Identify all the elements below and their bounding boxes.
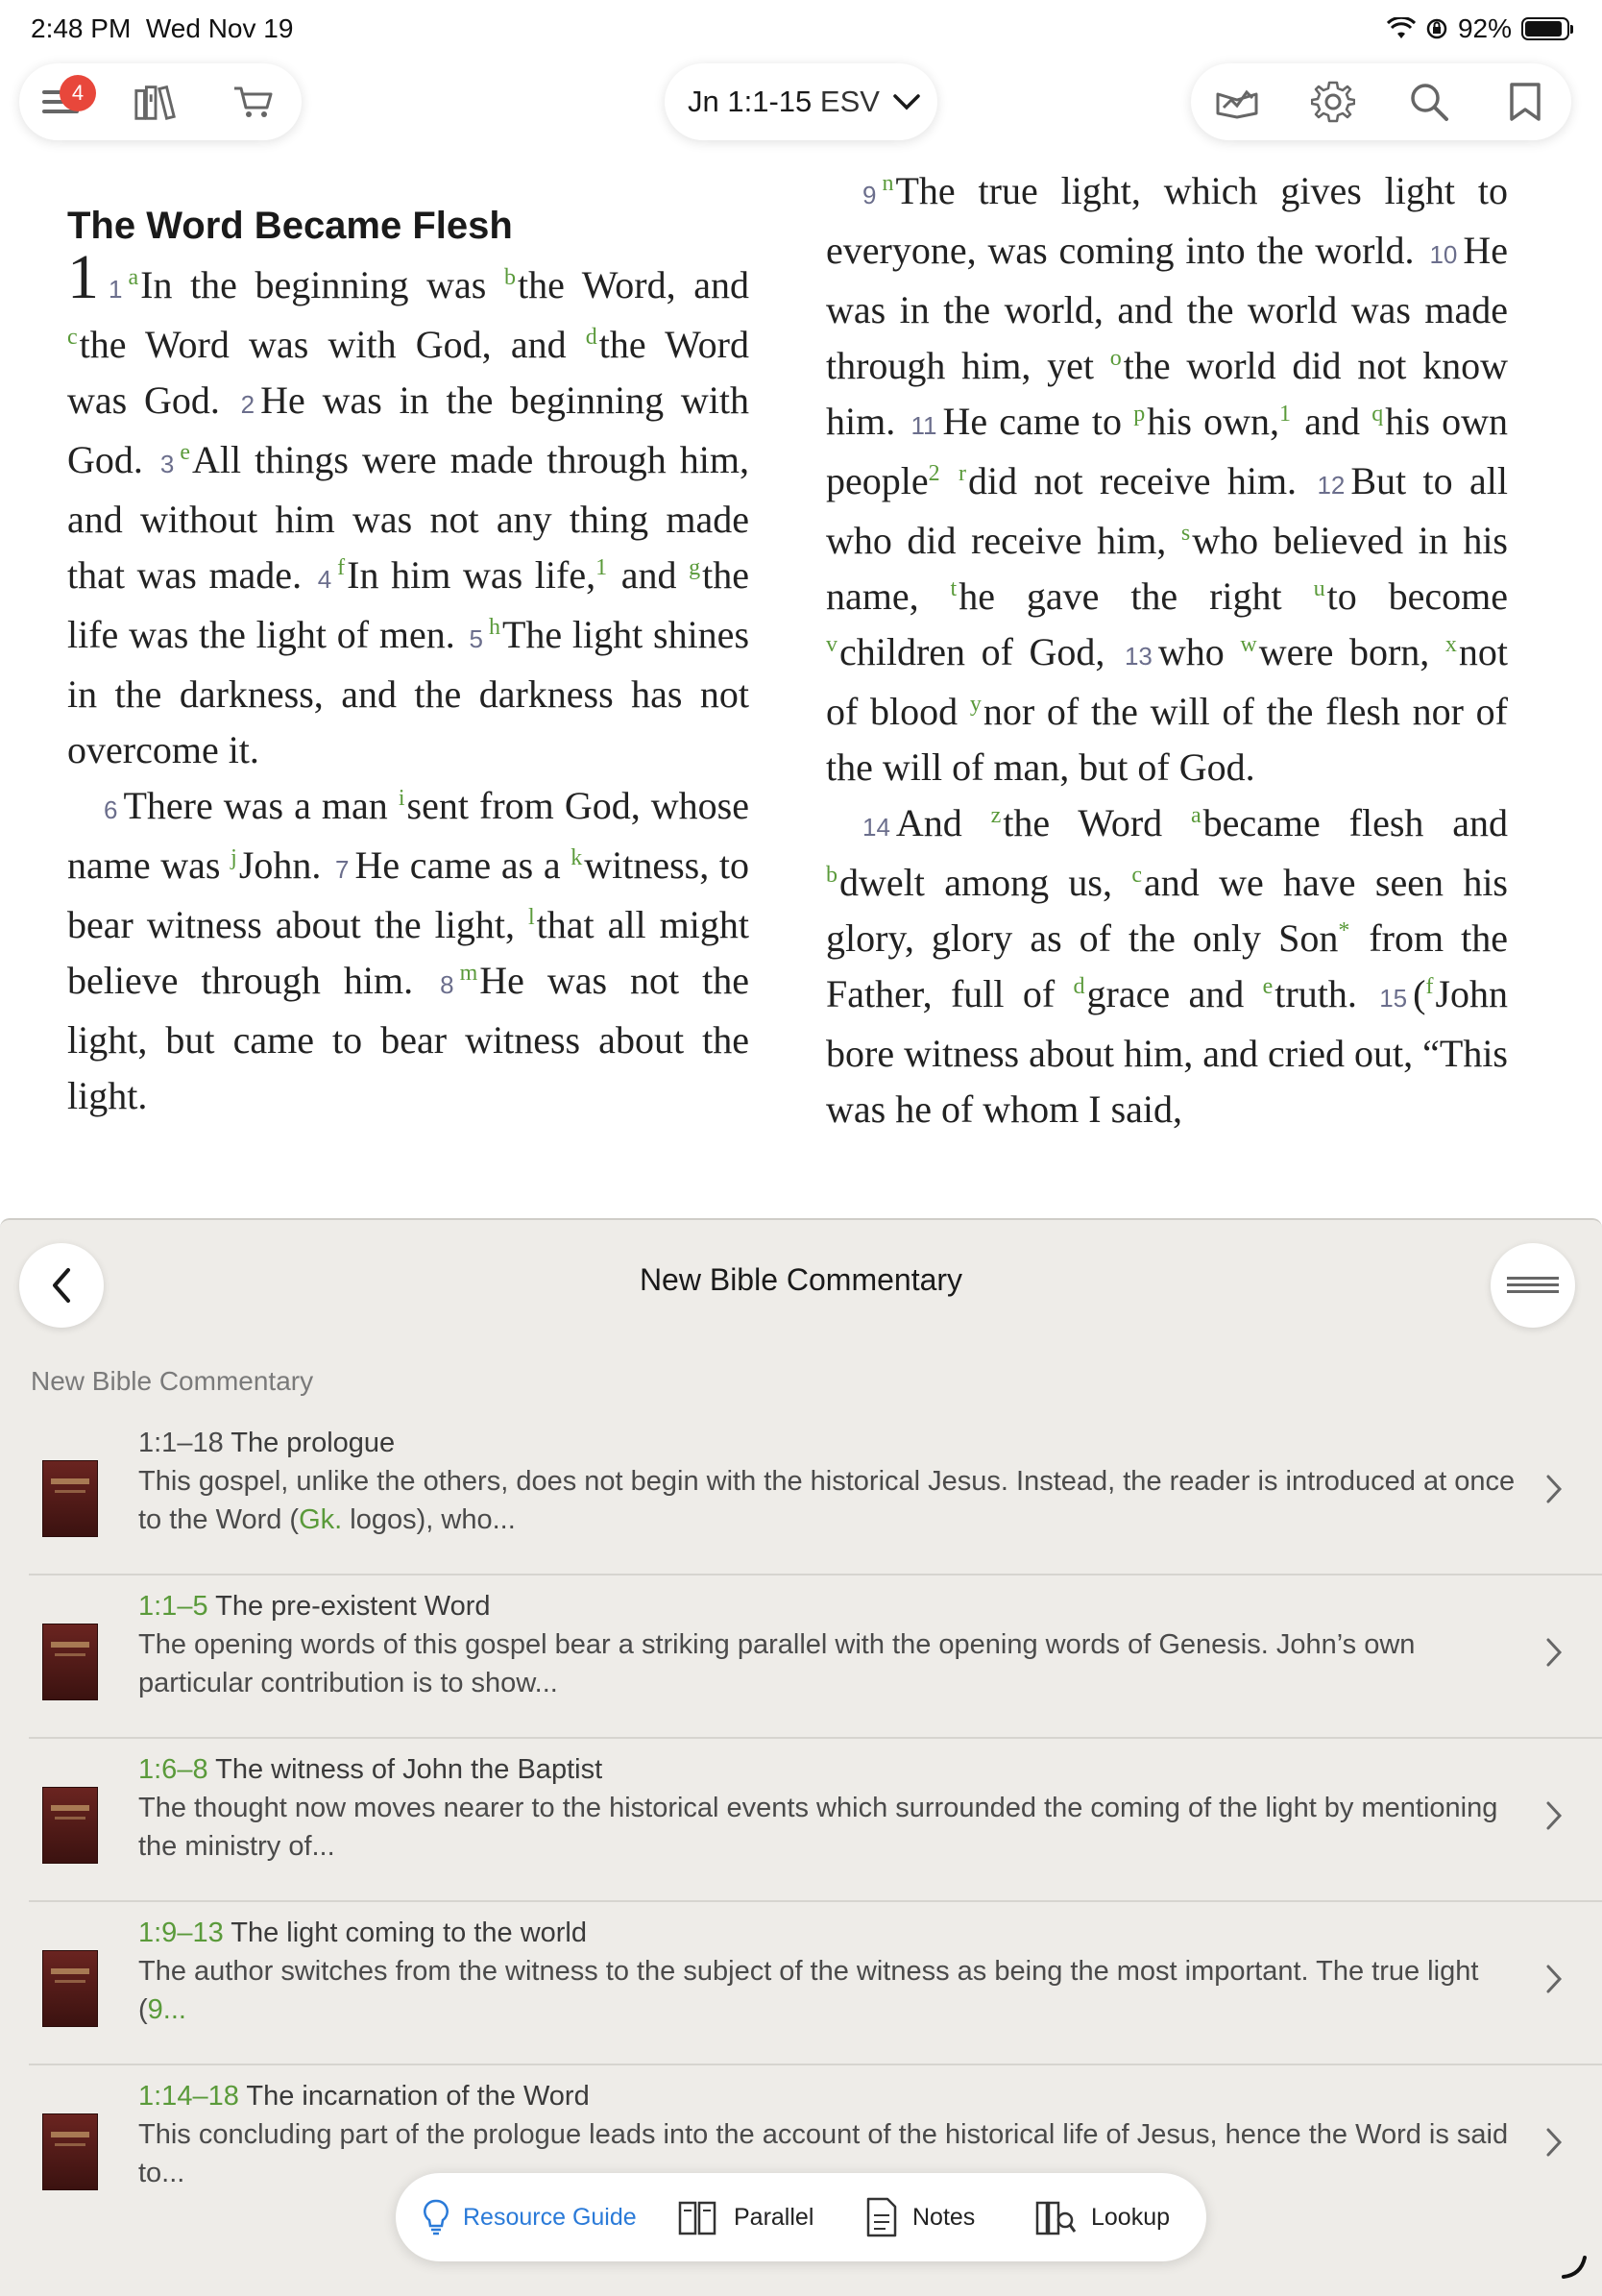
commentary-item[interactable] bbox=[29, 1902, 1602, 2065]
footnote-marker[interactable]: 1 bbox=[1279, 401, 1292, 427]
commentary-ref[interactable]: 1:14–18 bbox=[138, 2081, 239, 2112]
footnote-marker[interactable]: z bbox=[990, 802, 1002, 828]
footnote-marker[interactable]: b bbox=[503, 264, 516, 290]
book-cover-thumbnail bbox=[42, 1460, 98, 1537]
lightbulb-icon bbox=[423, 2198, 449, 2236]
library-button[interactable] bbox=[133, 79, 179, 125]
settings-button[interactable] bbox=[1310, 79, 1356, 125]
footnote-marker[interactable]: y bbox=[969, 691, 982, 717]
footnote-marker[interactable]: 1 bbox=[595, 554, 608, 580]
reference-version: ESV bbox=[819, 85, 880, 118]
verse-number[interactable]: 14 bbox=[862, 813, 890, 842]
footnote-marker[interactable]: d bbox=[1073, 973, 1085, 999]
verse-number[interactable]: 13 bbox=[1124, 642, 1153, 671]
cart-icon bbox=[232, 83, 275, 121]
footnote-marker[interactable]: r bbox=[959, 460, 967, 486]
commentary-item-text bbox=[138, 1750, 1521, 1866]
commentary-title: The prologue bbox=[231, 1428, 396, 1458]
verse-text: He was in the beginning with God. bbox=[67, 379, 750, 481]
orientation-lock-icon bbox=[1425, 17, 1448, 40]
verse-text: He came to bbox=[942, 400, 1134, 443]
reference-label bbox=[688, 85, 921, 119]
verse-number[interactable]: 12 bbox=[1317, 471, 1346, 500]
verse-text: and we have seen his glory, glory as of the only Son bbox=[826, 861, 1508, 960]
footnote-marker[interactable]: k bbox=[570, 844, 583, 870]
paragraph-3 bbox=[826, 163, 1508, 795]
verse-text bbox=[942, 459, 959, 502]
excerpt-text: The author switches from the witness to the subject of the witness as being the most important. The true light ( bbox=[138, 1956, 1479, 2025]
verse-number[interactable]: 11 bbox=[910, 411, 937, 440]
verse-text: truth. bbox=[1274, 972, 1376, 1015]
tab-label: Notes bbox=[912, 2203, 976, 2231]
search-button[interactable] bbox=[1406, 79, 1452, 125]
commentary-item[interactable] bbox=[29, 1412, 1602, 1575]
tab-label: Parallel bbox=[734, 2203, 814, 2231]
visual-filters-button[interactable] bbox=[1214, 79, 1260, 125]
verse-number[interactable]: 9 bbox=[862, 181, 877, 209]
chevron-right-icon bbox=[1535, 1633, 1573, 1672]
commentary-item[interactable] bbox=[29, 1739, 1602, 1902]
verse-text: and bbox=[1293, 400, 1372, 443]
footnote-marker[interactable]: u bbox=[1313, 575, 1325, 601]
verse-text: All things were made through him, and without him was not any thing made that was made. bbox=[67, 438, 749, 597]
store-button[interactable] bbox=[231, 79, 277, 125]
verse-text: he gave the right bbox=[959, 574, 1314, 618]
verse-text: that all might believe through him. bbox=[67, 903, 749, 1002]
tab-lookup[interactable] bbox=[1033, 2173, 1170, 2261]
verse-text: were born, bbox=[1258, 630, 1445, 673]
footnote-marker[interactable]: w bbox=[1240, 631, 1257, 657]
gear-icon bbox=[1311, 80, 1355, 124]
excerpt-text: This concluding part of the prologue leads into the account of the historical life of Jesus, hence the Word is said to... bbox=[138, 2119, 1509, 2188]
verse-text: to become bbox=[1326, 574, 1508, 618]
verse-text: John bore witness about him, and cried out, “This was he of whom I said, bbox=[826, 972, 1508, 1131]
footnote-marker[interactable]: l bbox=[527, 904, 535, 930]
verse-number[interactable]: 10 bbox=[1429, 240, 1458, 269]
toolbar-right-group bbox=[1191, 63, 1571, 140]
book-cover-thumbnail bbox=[42, 1950, 98, 2027]
toolbar-left-group bbox=[19, 63, 302, 140]
footnote-marker[interactable]: a bbox=[128, 264, 139, 290]
tab-notes[interactable] bbox=[864, 2173, 975, 2261]
verse-text: the Word was God. bbox=[67, 323, 750, 422]
verse-text: the Word was with God, and bbox=[79, 323, 586, 366]
excerpt-text: The thought now moves nearer to the historical events which surrounded the coming of the light by mentioning the ministry of... bbox=[138, 1793, 1498, 1862]
panel-handle-button[interactable] bbox=[1491, 1243, 1575, 1328]
verse-text: the Word, and bbox=[517, 263, 749, 306]
commentary-list bbox=[0, 1412, 1602, 2227]
verse-number[interactable]: 7 bbox=[335, 855, 350, 884]
panel-title: New Bible Commentary bbox=[639, 1262, 963, 1297]
commentary-item[interactable] bbox=[29, 1575, 1602, 1739]
verse-text: There was a man bbox=[123, 784, 399, 827]
verse-text: not of blood bbox=[826, 630, 1508, 733]
excerpt-text: logos), who... bbox=[342, 1504, 516, 1535]
footnote-marker[interactable]: p bbox=[1133, 401, 1146, 427]
resize-corner-icon bbox=[1560, 2252, 1589, 2281]
chapter-number: 1 bbox=[67, 242, 99, 312]
footnote-marker[interactable]: t bbox=[950, 575, 958, 601]
footnote-marker[interactable]: h bbox=[488, 614, 500, 640]
excerpt-text: The opening words of this gospel bear a striking parallel with the opening words of Genesis. John’s own particular contribution is to show... bbox=[138, 1629, 1416, 1698]
verse-text: He came as a bbox=[354, 843, 571, 887]
footnote-marker[interactable]: g bbox=[689, 554, 701, 580]
footnote-marker[interactable]: i bbox=[398, 785, 405, 811]
verse-text: nor of the will of the flesh nor of the will of man, but of God. bbox=[826, 690, 1508, 789]
reference-passage: Jn 1:1-15 bbox=[688, 85, 813, 118]
verse-number[interactable]: 4 bbox=[317, 565, 332, 594]
footnote-marker[interactable]: a bbox=[1191, 802, 1202, 828]
footnote-marker[interactable]: o bbox=[1109, 345, 1122, 371]
notes-icon bbox=[864, 2196, 899, 2238]
commentary-title: The pre-existent Word bbox=[215, 1591, 491, 1622]
footnote-marker[interactable]: j bbox=[231, 844, 237, 870]
commentary-title: The witness of John the Baptist bbox=[215, 1754, 603, 1785]
commentary-ref: 1:1–18 bbox=[138, 1428, 224, 1458]
verse-text: In him was life, bbox=[347, 553, 596, 597]
resource-section-label: New Bible Commentary bbox=[31, 1366, 314, 1396]
chevron-right-icon bbox=[1535, 1960, 1573, 1998]
bookmark-button[interactable] bbox=[1502, 79, 1548, 125]
verse-text: grace and bbox=[1086, 972, 1263, 1015]
footnote-marker[interactable]: f bbox=[337, 554, 346, 580]
commentary-excerpt bbox=[138, 1625, 1521, 1702]
footnote-marker[interactable]: s bbox=[1180, 520, 1191, 546]
status-right bbox=[1387, 13, 1569, 44]
parallel-books-icon bbox=[676, 2197, 720, 2237]
commentary-excerpt bbox=[138, 1462, 1521, 1539]
verse-number[interactable]: 5 bbox=[469, 624, 483, 653]
verse-text: the life was the light of men. bbox=[67, 553, 749, 656]
visual-filters-icon bbox=[1214, 83, 1260, 121]
status-bar bbox=[0, 0, 1602, 58]
status-time bbox=[31, 13, 293, 44]
reference-picker[interactable] bbox=[665, 63, 937, 140]
commentary-item-text bbox=[138, 1587, 1521, 1702]
excerpt-link[interactable]: Gk. bbox=[299, 1504, 343, 1535]
verse-number[interactable]: 1 bbox=[109, 275, 123, 304]
wifi-icon bbox=[1387, 17, 1416, 40]
verse-text: who believed in his name, bbox=[826, 519, 1508, 618]
tab-label: Lookup bbox=[1091, 2203, 1171, 2231]
footnote-marker[interactable]: v bbox=[826, 631, 837, 657]
verse-text: the Word bbox=[1003, 801, 1192, 844]
footnote-marker[interactable]: f bbox=[1425, 973, 1434, 999]
verse-text: children of God, bbox=[839, 630, 1121, 673]
verse-number[interactable]: 15 bbox=[1379, 984, 1408, 1013]
tab-resource-guide[interactable] bbox=[423, 2173, 637, 2261]
verse-text: sent from God, whose name was bbox=[67, 784, 750, 887]
chevron-right-icon bbox=[1535, 1470, 1573, 1508]
verse-number[interactable]: 3 bbox=[159, 450, 175, 478]
section-heading: The Word Became Flesh bbox=[67, 205, 513, 247]
footnote-marker[interactable]: c bbox=[1131, 862, 1142, 888]
verse-text: witness, to bear witness about the light, bbox=[67, 843, 750, 946]
verse-number[interactable]: 6 bbox=[104, 795, 118, 824]
footnote-marker[interactable]: * bbox=[1338, 917, 1350, 943]
battery-icon bbox=[1521, 17, 1569, 40]
commentary-title: The light coming to the world bbox=[231, 1917, 587, 1948]
verse-text: his own, bbox=[1147, 400, 1280, 443]
footnote-marker[interactable]: n bbox=[882, 170, 894, 196]
verse-text: But to all who did receive him, bbox=[826, 459, 1508, 562]
bible-column-left[interactable] bbox=[67, 190, 749, 1124]
clock-time: 2:48 PM bbox=[31, 13, 132, 43]
search-icon bbox=[1408, 81, 1450, 123]
battery-fill bbox=[1525, 21, 1562, 37]
commentary-item-title bbox=[138, 2077, 1521, 2115]
verse-text: who bbox=[1157, 630, 1241, 673]
verse-text: ( bbox=[1413, 972, 1426, 1015]
footnote-marker[interactable]: x bbox=[1444, 631, 1457, 657]
tab-parallel[interactable] bbox=[676, 2173, 813, 2261]
verse-text: He was not the light, but came to bear witness about the light. bbox=[67, 959, 750, 1117]
commentary-item-title bbox=[138, 1914, 1521, 1952]
footnote-marker[interactable]: 2 bbox=[928, 460, 940, 486]
paragraph-2 bbox=[67, 778, 749, 1124]
book-cover-thumbnail bbox=[42, 1624, 98, 1700]
commentary-item-title bbox=[138, 1750, 1521, 1789]
bible-column-right[interactable] bbox=[826, 163, 1508, 1172]
verse-text: became flesh and bbox=[1202, 801, 1508, 844]
commentary-ref[interactable]: 1:1–5 bbox=[138, 1591, 208, 1622]
commentary-item-title bbox=[138, 1587, 1521, 1625]
verse-number[interactable]: 2 bbox=[240, 390, 255, 419]
paragraph-4 bbox=[826, 795, 1508, 1137]
chevron-down-icon bbox=[892, 92, 921, 111]
verse-text: And bbox=[895, 801, 991, 844]
excerpt-link[interactable]: 9... bbox=[147, 1994, 186, 2025]
book-cover-thumbnail bbox=[42, 2113, 98, 2190]
commentary-title: The incarnation of the Word bbox=[246, 2081, 590, 2112]
verse-text: The light shines in the darkness, and the darkness has not overcome it. bbox=[67, 613, 750, 771]
paragraph-1 bbox=[67, 242, 750, 778]
verse-text: The true light, which gives light to everyone, was coming into the world. bbox=[826, 169, 1508, 272]
footnote-marker[interactable]: e bbox=[180, 439, 191, 465]
verse-text: He was in the world, and the world was made through him, yet bbox=[826, 229, 1508, 387]
chevron-right-icon bbox=[1535, 2123, 1573, 2162]
chevron-right-icon bbox=[1535, 1796, 1573, 1835]
battery-percent: 92% bbox=[1457, 13, 1512, 43]
footnote-marker[interactable]: m bbox=[459, 960, 478, 986]
verse-number[interactable]: 8 bbox=[440, 970, 454, 999]
drag-handle-icon bbox=[1507, 1274, 1559, 1297]
footnote-marker[interactable]: c bbox=[67, 324, 78, 350]
commentary-item-title bbox=[138, 1424, 1521, 1462]
commentary-ref[interactable]: 1:6–8 bbox=[138, 1754, 208, 1785]
bookmark-icon bbox=[1506, 81, 1544, 123]
verse-text: his own people bbox=[826, 400, 1508, 502]
excerpt-text: This gospel, unlike the others, does not begin with the historical Jesus. Instead, the reader is introduced at once to the Word ( bbox=[138, 1466, 1516, 1535]
verse-text: dwelt among us, bbox=[839, 861, 1132, 904]
footnote-marker[interactable]: b bbox=[826, 862, 837, 888]
notification-badge: 4 bbox=[60, 75, 96, 111]
footnote-marker[interactable]: q bbox=[1371, 401, 1384, 427]
tab-label: Resource Guide bbox=[463, 2203, 637, 2231]
verse-text: the world did not know him. bbox=[826, 344, 1508, 443]
verse-text: from the Father, full of bbox=[826, 916, 1508, 1015]
verse-text: John. bbox=[238, 843, 332, 887]
bottom-tab-bar bbox=[396, 2173, 1206, 2261]
verse-text: did not receive him. bbox=[968, 459, 1314, 502]
verse-text: and bbox=[609, 553, 690, 597]
commentary-excerpt bbox=[138, 1952, 1521, 2029]
commentary-ref[interactable]: 1:9–13 bbox=[138, 1917, 224, 1948]
commentary-item-text bbox=[138, 1424, 1521, 1539]
library-icon bbox=[133, 81, 179, 123]
lookup-icon bbox=[1033, 2197, 1078, 2237]
commentary-excerpt bbox=[138, 1789, 1521, 1866]
commentary-item-text bbox=[138, 1914, 1521, 2029]
clock-date: Wed Nov 19 bbox=[145, 13, 294, 43]
commentary-panel bbox=[0, 1218, 1602, 2296]
footnote-marker[interactable]: d bbox=[585, 324, 597, 350]
footnote-marker[interactable]: e bbox=[1262, 973, 1274, 999]
book-cover-thumbnail bbox=[42, 1787, 98, 1864]
verse-text: In the beginning was bbox=[140, 263, 504, 306]
